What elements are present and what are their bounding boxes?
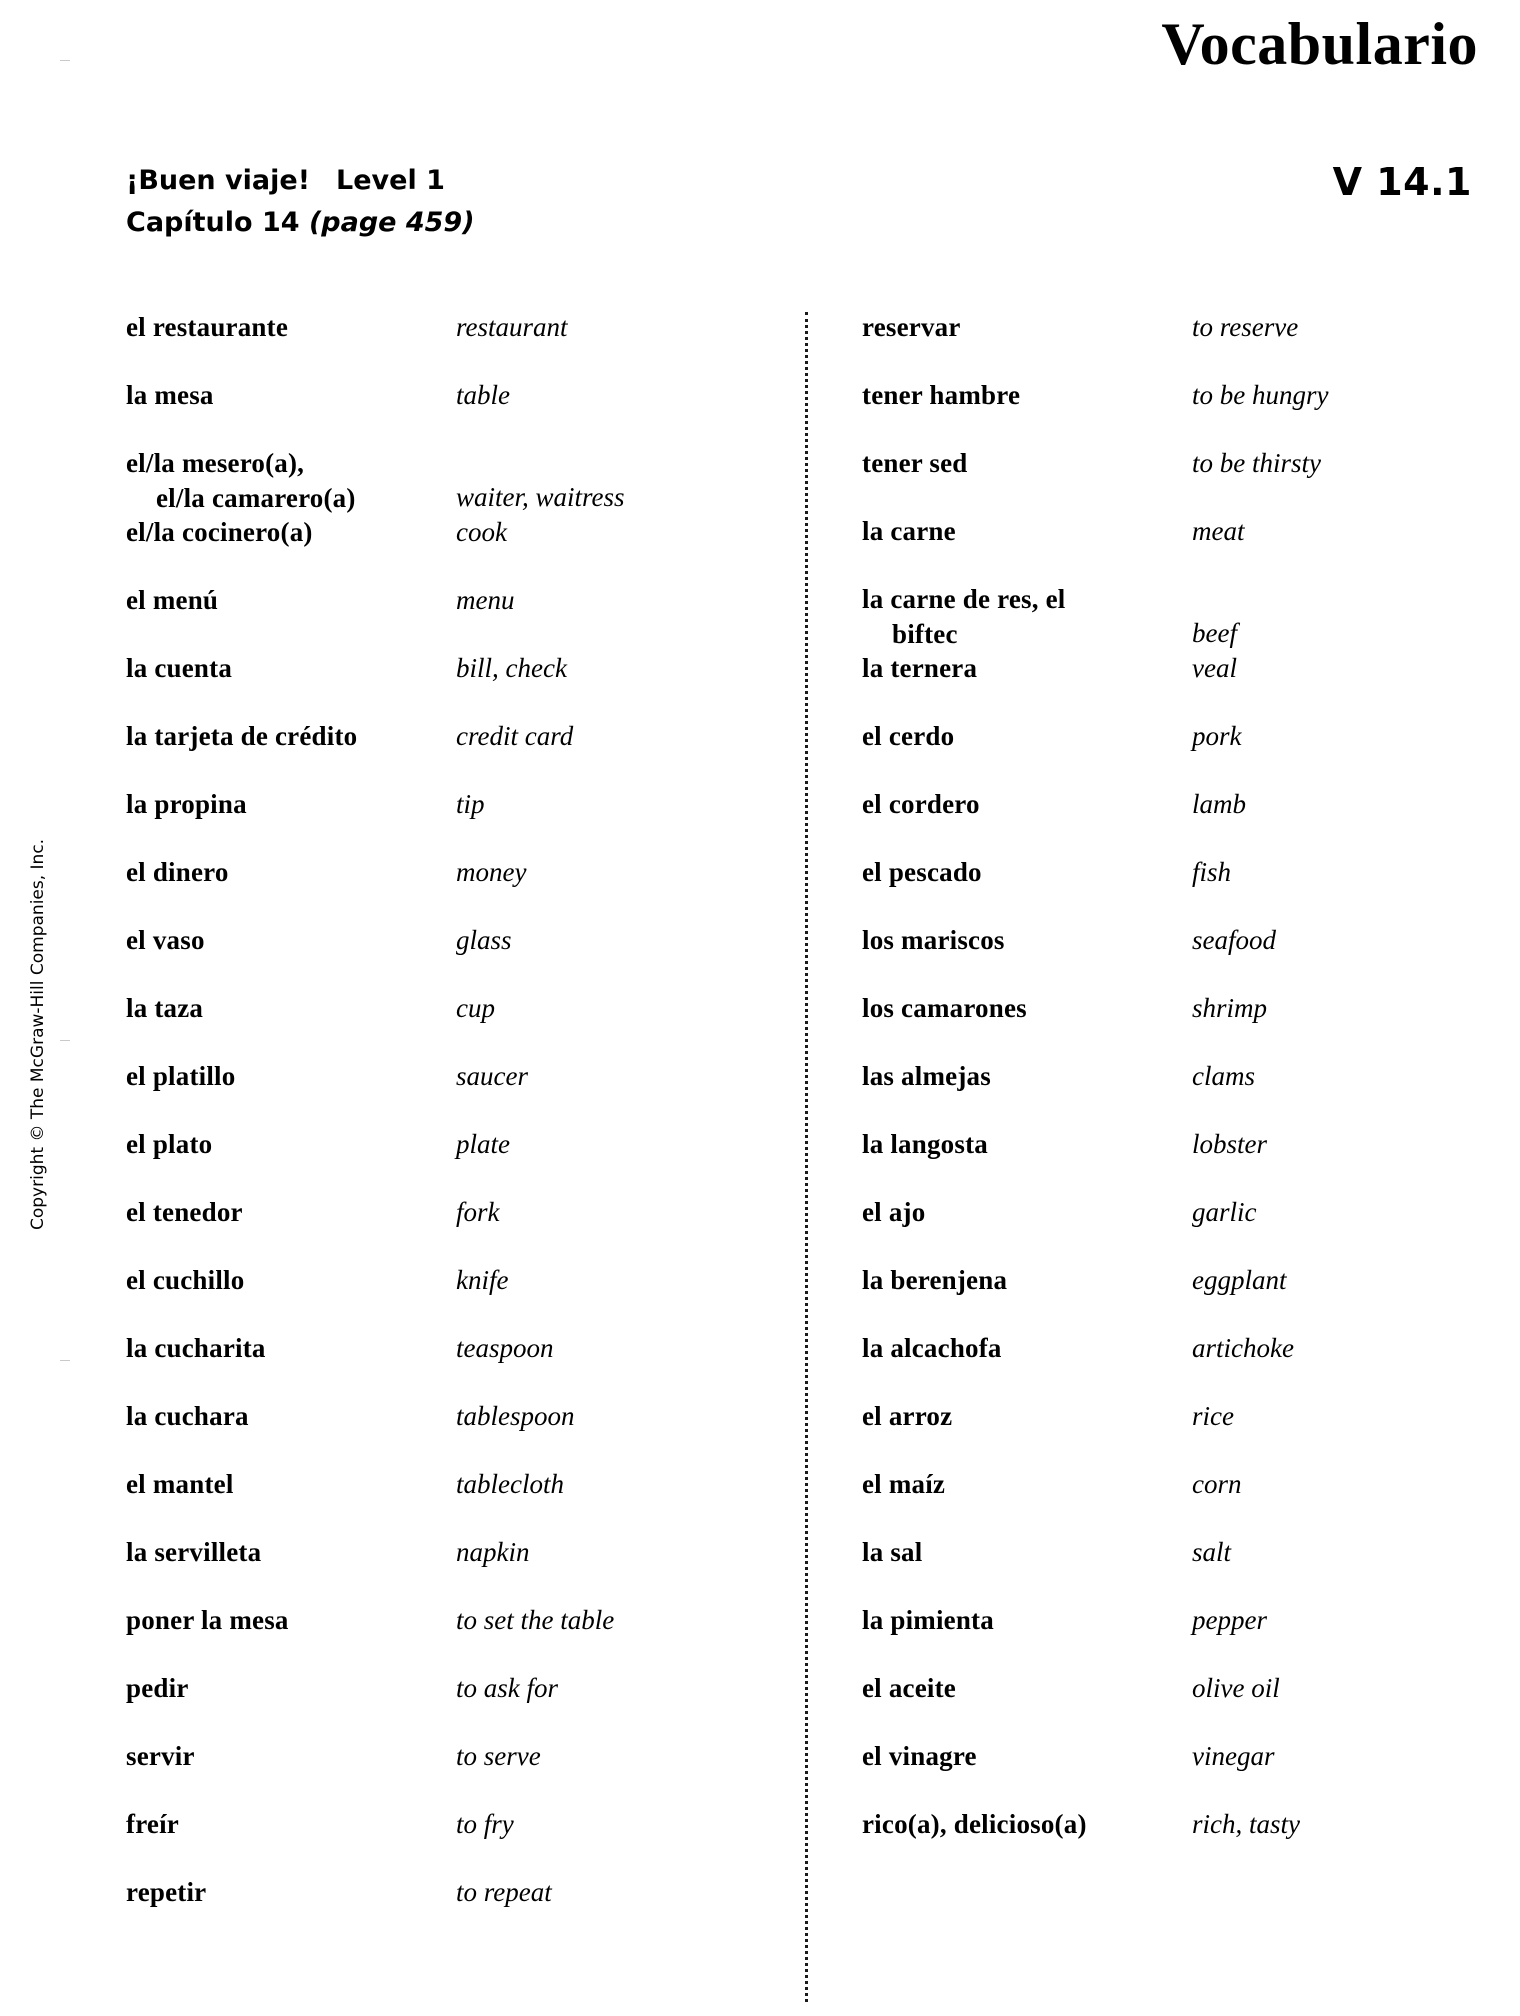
- vocabulary-entry: [862, 991, 1422, 1059]
- page-reference: (page 459): [308, 206, 475, 238]
- vocabulary-term: el cerdo: [862, 721, 955, 752]
- vocabulary-term: la taza: [126, 993, 204, 1024]
- vocabulary-term: el plato: [126, 1129, 213, 1160]
- vocabulary-term: el cuchillo: [126, 1265, 245, 1296]
- vocabulary-gloss: teaspoon: [456, 1333, 554, 1364]
- vocabulary-gloss: knife: [456, 1265, 509, 1296]
- vocabulary-term: repetir: [126, 1877, 207, 1908]
- vocabulary-gloss: restaurant: [456, 312, 568, 342]
- vocabulary-gloss: artichoke: [1192, 1333, 1294, 1364]
- vocabulary-term: la carne de res, el biftec: [862, 582, 1192, 651]
- vocabulary-entry: [126, 1603, 686, 1671]
- column-divider: [805, 312, 808, 2002]
- vocabulary-entry: [862, 1059, 1422, 1127]
- vocabulary-gloss: eggplant: [1192, 1265, 1287, 1296]
- vocabulary-gloss: vinegar: [1192, 1741, 1275, 1772]
- vocabulary-gloss: olive oil: [1192, 1673, 1280, 1704]
- vocabulary-gloss: salt: [1192, 1537, 1232, 1568]
- book-title: ¡Buen viaje!: [126, 165, 311, 196]
- course-info: [126, 160, 475, 244]
- vocabulary-term: las almejas: [862, 1061, 991, 1092]
- vocabulary-entry: [126, 1807, 686, 1875]
- vocabulary-term: la tarjeta de crédito: [126, 721, 358, 752]
- vocabulary-gloss: to be hungry: [1192, 380, 1329, 410]
- vocabulary-term: rico(a), delicioso(a): [862, 1809, 1087, 1840]
- vocabulary-gloss: to repeat: [456, 1877, 552, 1908]
- vocabulary-term: el/la cocinero(a): [126, 517, 313, 548]
- vocabulary-term: la pimienta: [862, 1605, 994, 1636]
- vocabulary-term: la propina: [126, 789, 247, 820]
- vocabulary-term: el vinagre: [862, 1741, 977, 1772]
- course-level: Level 1: [336, 165, 445, 196]
- vocabulary-term: el arroz: [862, 1401, 953, 1432]
- vocabulary-gloss: lobster: [1192, 1129, 1268, 1160]
- vocabulary-gloss: credit card: [456, 721, 574, 752]
- vocabulary-entry: [862, 1331, 1422, 1399]
- vocabulary-term: la cuenta: [126, 653, 233, 684]
- vocabulary-gloss: seafood: [1192, 925, 1276, 956]
- vocabulary-term: la servilleta: [126, 1537, 262, 1568]
- vocabulary-gloss: napkin: [456, 1537, 530, 1568]
- vocabulary-gloss: rice: [1192, 1401, 1234, 1432]
- vocabulary-gloss: pork: [1192, 721, 1242, 752]
- vocabulary-gloss: saucer: [456, 1061, 528, 1092]
- vocabulary-entry: [862, 1671, 1422, 1739]
- vocabulary-entry: [126, 1535, 686, 1603]
- vocabulary-gloss: beef: [1192, 618, 1237, 648]
- vocabulary-entry: [862, 719, 1422, 787]
- vocabulary-gloss: to reserve: [1192, 312, 1299, 342]
- vocabulary-gloss: corn: [1192, 1469, 1242, 1500]
- vocabulary-term: reservar: [862, 312, 961, 342]
- vocabulary-gloss: tip: [456, 789, 485, 820]
- vocabulary-term: freír: [126, 1809, 179, 1840]
- vocabulary-entry: [126, 1399, 686, 1467]
- vocabulary-entry: [862, 923, 1422, 991]
- vocabulary-entry: [862, 1127, 1422, 1195]
- chapter-label: Capítulo 14: [126, 206, 300, 238]
- vocabulary-term: el tenedor: [126, 1197, 243, 1228]
- vocabulary-gloss: fish: [1192, 857, 1232, 888]
- vocabulary-gloss: tablespoon: [456, 1401, 575, 1432]
- vocabulary-entry: [126, 787, 686, 855]
- vocabulary-gloss: fork: [456, 1197, 500, 1228]
- vocabulary-entry: [862, 514, 1422, 582]
- vocabulary-gloss: lamb: [1192, 789, 1246, 820]
- vocabulary-term: la mesa: [126, 380, 214, 410]
- vocabulary-entry: [862, 1399, 1422, 1467]
- vocabulary-entry: [862, 1807, 1422, 1875]
- vocabulary-entry: [126, 583, 686, 651]
- vocabulary-entry: [126, 719, 686, 787]
- vocabulary-gloss: money: [456, 857, 527, 888]
- vocabulary-gloss: menu: [456, 585, 515, 616]
- course-line-chapter: [126, 202, 475, 244]
- course-line-book-level: [126, 160, 475, 202]
- vocabulary-term: el menú: [126, 585, 219, 616]
- vocabulary-term: servir: [126, 1741, 195, 1772]
- vocabulary-term: la carne: [862, 516, 956, 546]
- vocabulary-term: los camarones: [862, 993, 1027, 1024]
- vocabulary-column-right: [862, 310, 1422, 1875]
- vocabulary-term: el aceite: [862, 1673, 956, 1704]
- vocabulary-entry: [126, 1875, 686, 1943]
- vocabulary-entry: [126, 1739, 686, 1807]
- vocabulary-term-continuation: biftec: [892, 618, 958, 649]
- vocabulary-term: tener sed: [862, 448, 968, 478]
- vocabulary-entry: [862, 1467, 1422, 1535]
- vocabulary-entry: [862, 855, 1422, 923]
- vocabulary-entry: [126, 1331, 686, 1399]
- vocabulary-entry: [126, 378, 686, 446]
- vocabulary-entry: [126, 515, 686, 583]
- vocabulary-term: el dinero: [126, 857, 229, 888]
- vocabulary-gloss: veal: [1192, 653, 1237, 684]
- vocabulary-entry: [862, 1263, 1422, 1331]
- vocabulary-entry: [126, 923, 686, 991]
- vocabulary-term: el pescado: [862, 857, 982, 888]
- vocabulary-entry: [862, 787, 1422, 855]
- vocabulary-term: el/la mesero(a), el/la camarero(a): [126, 446, 456, 515]
- vocabulary-entry: [126, 855, 686, 923]
- vocabulary-entry: [862, 378, 1422, 446]
- vocabulary-gloss: table: [456, 380, 510, 410]
- vocabulary-entry: [126, 1467, 686, 1535]
- vocabulary-entry: [126, 446, 686, 515]
- vocabulary-gloss: cook: [456, 517, 507, 548]
- vocabulary-term: la berenjena: [862, 1265, 1008, 1296]
- vocabulary-term: el vaso: [126, 925, 205, 956]
- vocabulary-gloss: shrimp: [1192, 993, 1268, 1024]
- vocabulary-term: la alcachofa: [862, 1333, 1002, 1364]
- copyright-notice: Copyright © The McGraw-Hill Companies, Inc.: [28, 838, 48, 1230]
- vocabulary-term: la sal: [862, 1537, 923, 1568]
- vocabulary-gloss: plate: [456, 1129, 510, 1160]
- vocabulary-entry: [126, 1059, 686, 1127]
- vocabulary-gloss: waiter, waitress: [456, 482, 625, 512]
- vocabulary-entry: [126, 1671, 686, 1739]
- vocabulary-gloss: pepper: [1192, 1605, 1267, 1636]
- vocabulary-gloss: to set the table: [456, 1605, 615, 1636]
- vocabulary-entry: [126, 310, 686, 378]
- vocabulary-entry: [862, 310, 1422, 378]
- vocabulary-entry: [126, 1127, 686, 1195]
- vocabulary-term: el mantel: [126, 1469, 234, 1500]
- vocabulary-term: tener hambre: [862, 380, 1021, 410]
- page-title: Vocabulario: [1161, 11, 1478, 77]
- vocabulary-term: la cuchara: [126, 1401, 249, 1432]
- vocabulary-term: pedir: [126, 1673, 189, 1704]
- vocabulary-gloss: garlic: [1192, 1197, 1257, 1228]
- vocabulary-column-left: [126, 310, 686, 1943]
- vocabulary-gloss: to fry: [456, 1809, 514, 1840]
- vocabulary-entry: [862, 1603, 1422, 1671]
- vocabulary-term-continuation: el/la camarero(a): [156, 482, 356, 513]
- vocabulary-gloss: tablecloth: [456, 1469, 564, 1500]
- vocabulary-gloss: cup: [456, 993, 495, 1024]
- vocabulary-term: el cordero: [862, 789, 980, 820]
- vocabulary-entry: [862, 1739, 1422, 1807]
- vocabulary-entry: [862, 446, 1422, 514]
- vocabulary-term: el restaurante: [126, 312, 289, 342]
- vocabulary-gloss: to ask for: [456, 1673, 559, 1704]
- vocabulary-gloss: to serve: [456, 1741, 541, 1772]
- vocabulary-entry: [862, 582, 1422, 651]
- vocabulary-gloss: bill, check: [456, 653, 567, 684]
- vocabulary-gloss: to be thirsty: [1192, 448, 1321, 478]
- vocabulary-entry: [862, 651, 1422, 719]
- vocabulary-entry: [126, 651, 686, 719]
- vocabulary-gloss: clams: [1192, 1061, 1255, 1092]
- vocabulary-term: el ajo: [862, 1197, 926, 1228]
- vocabulary-term: el platillo: [126, 1061, 236, 1092]
- vocabulary-term: poner la mesa: [126, 1605, 289, 1636]
- vocabulary-entry: [126, 991, 686, 1059]
- vocabulary-term: la ternera: [862, 653, 978, 684]
- vocabulary-term: los mariscos: [862, 925, 1005, 956]
- vocabulary-term: la cucharita: [126, 1333, 266, 1364]
- vocabulary-entry: [862, 1535, 1422, 1603]
- vocabulary-entry: [126, 1195, 686, 1263]
- vocabulary-entry: [126, 1263, 686, 1331]
- vocabulary-gloss: meat: [1192, 516, 1245, 546]
- worksheet-code: V 14.1: [1332, 160, 1472, 204]
- vocabulary-term: el maíz: [862, 1469, 946, 1500]
- vocabulary-term: la langosta: [862, 1129, 988, 1160]
- vocabulary-gloss: rich, tasty: [1192, 1809, 1300, 1840]
- vocabulary-gloss: glass: [456, 925, 512, 956]
- vocabulary-entry: [862, 1195, 1422, 1263]
